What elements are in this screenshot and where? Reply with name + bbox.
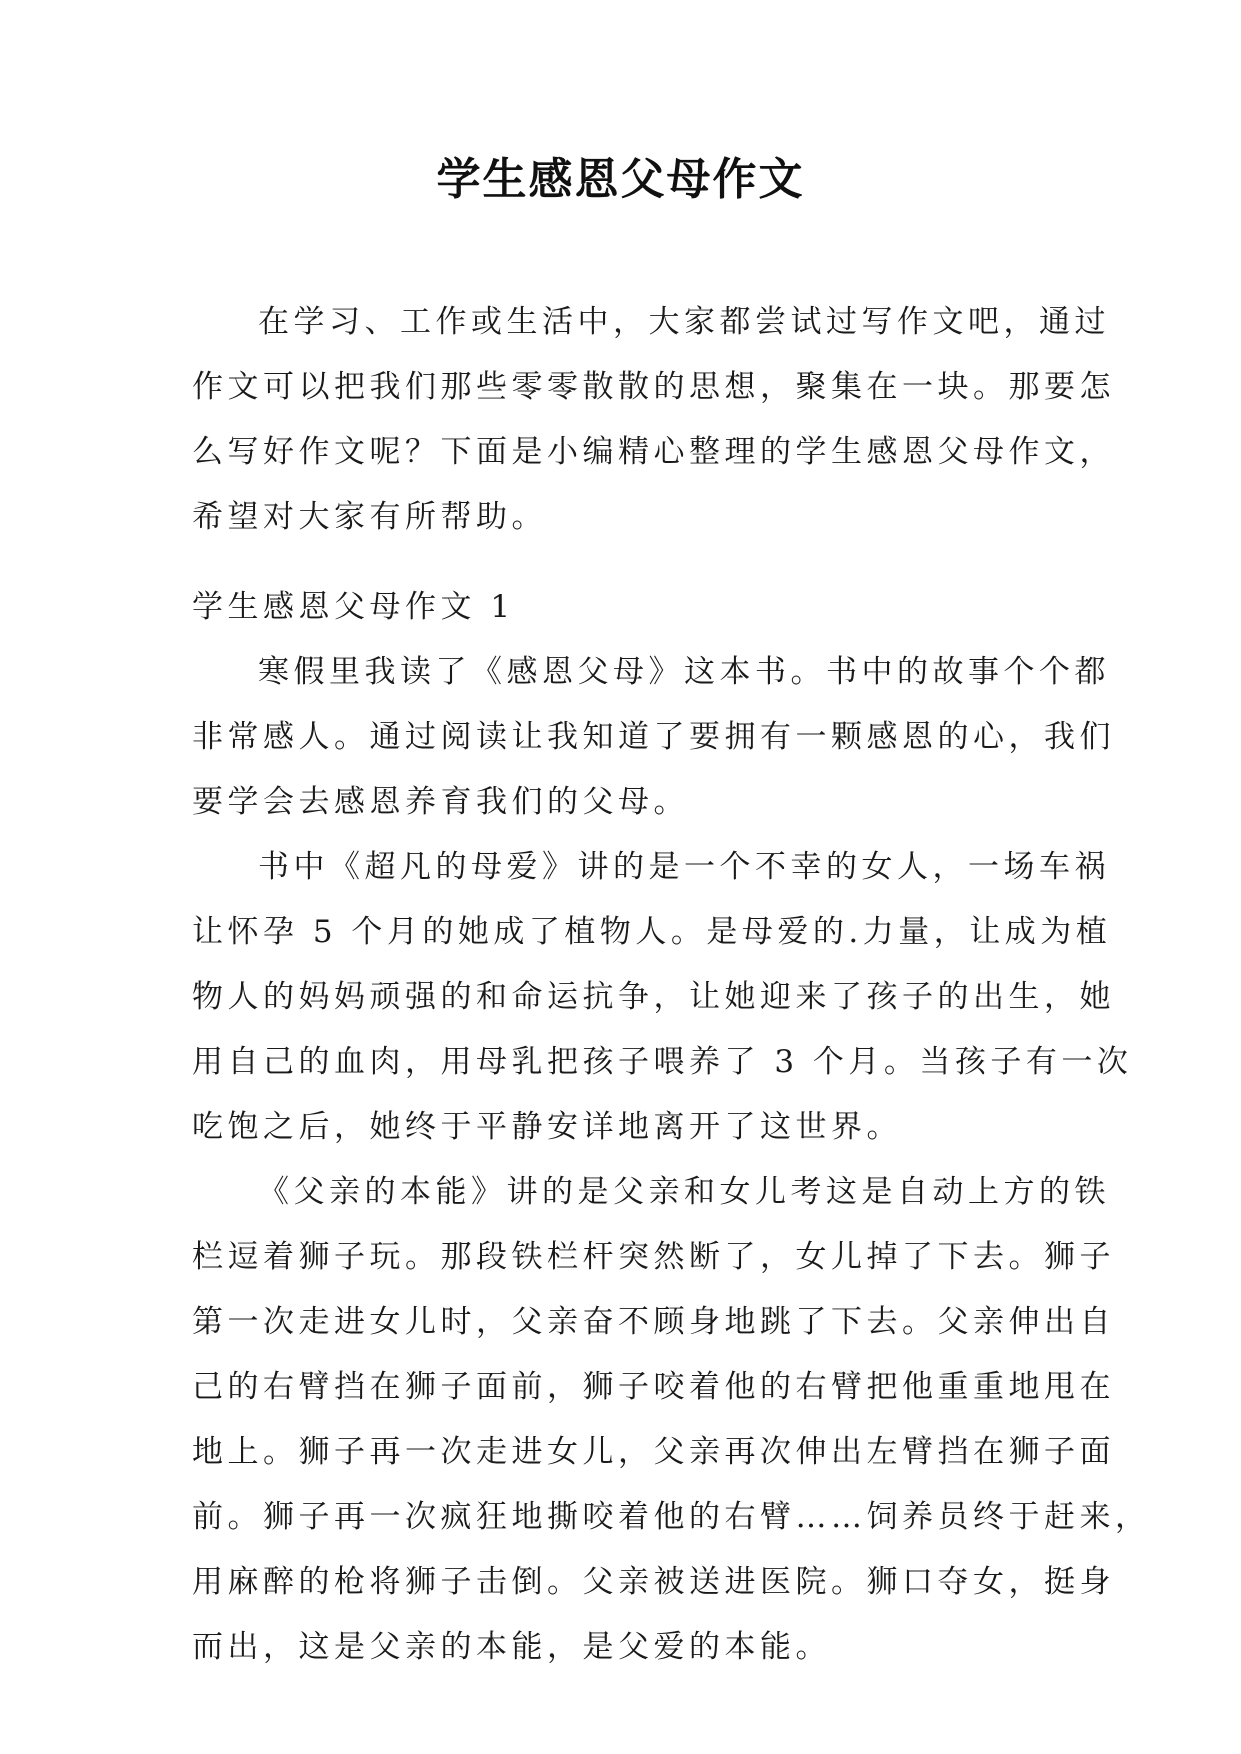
paragraph-line: 地上。狮子再一次走进女儿，父亲再次伸出左臂挡在狮子面 [192, 1434, 1115, 1470]
paragraph-line: 前。狮子再一次疯狂地撕咬着他的右臂……饲养员终于赶来， [192, 1499, 1151, 1535]
paragraph-line: 让怀孕 5 个月的她成了植物人。是母爱的.力量，让成为植 [192, 914, 1112, 950]
paragraph-line: 物人的妈妈顽强的和命运抗争，让她迎来了孩子的出生，她 [192, 979, 1115, 1015]
intro-line: 希望对大家有所帮助。 [192, 499, 547, 535]
document-title: 学生感恩父母作文 [436, 154, 805, 205]
essay-paragraph-2 [192, 835, 1133, 1160]
paragraph-line: 非常感人。通过阅读让我知道了要拥有一颗感恩的心，我们 [192, 719, 1115, 755]
intro-line: 在学习、工作或生活中，大家都尝试过写作文吧，通过 [258, 304, 1110, 340]
essay-section-1 [192, 575, 1151, 1680]
paragraph-line: 而出，这是父亲的本能，是父爱的本能。 [192, 1629, 831, 1665]
essay-paragraph-3 [192, 1160, 1151, 1680]
paragraph-line: 用自己的血肉，用母乳把孩子喂养了 3 个月。当孩子有一次 [192, 1044, 1133, 1080]
paragraph-line: 书中《超凡的母爱》讲的是一个不幸的女人，一场车祸 [258, 849, 1110, 885]
essay-paragraph-1 [192, 640, 1115, 835]
paragraph-line: 《父亲的本能》讲的是父亲和女儿考这是自动上方的铁 [258, 1174, 1110, 1210]
intro-paragraph [192, 290, 1115, 550]
intro-line: 么写好作文呢？下面是小编精心整理的学生感恩父母作文， [192, 434, 1115, 470]
paragraph-line: 要学会去感恩养育我们的父母。 [192, 784, 689, 820]
paragraph-line: 用麻醉的枪将狮子击倒。父亲被送进医院。狮口夺女，挺身 [192, 1564, 1115, 1600]
paragraph-line: 己的右臂挡在狮子面前，狮子咬着他的右臂把他重重地甩在 [192, 1369, 1115, 1405]
paragraph-line: 寒假里我读了《感恩父母》这本书。书中的故事个个都 [258, 654, 1110, 690]
section-heading: 学生感恩父母作文 1 [192, 589, 515, 625]
intro-line: 作文可以把我们那些零零散散的思想，聚集在一块。那要怎 [192, 369, 1115, 405]
paragraph-line: 吃饱之后，她终于平静安详地离开了这世界。 [192, 1109, 902, 1145]
paragraph-line: 栏逗着狮子玩。那段铁栏杆突然断了，女儿掉了下去。狮子 [192, 1239, 1115, 1275]
paragraph-line: 第一次走进女儿时，父亲奋不顾身地跳了下去。父亲伸出自 [192, 1304, 1115, 1340]
